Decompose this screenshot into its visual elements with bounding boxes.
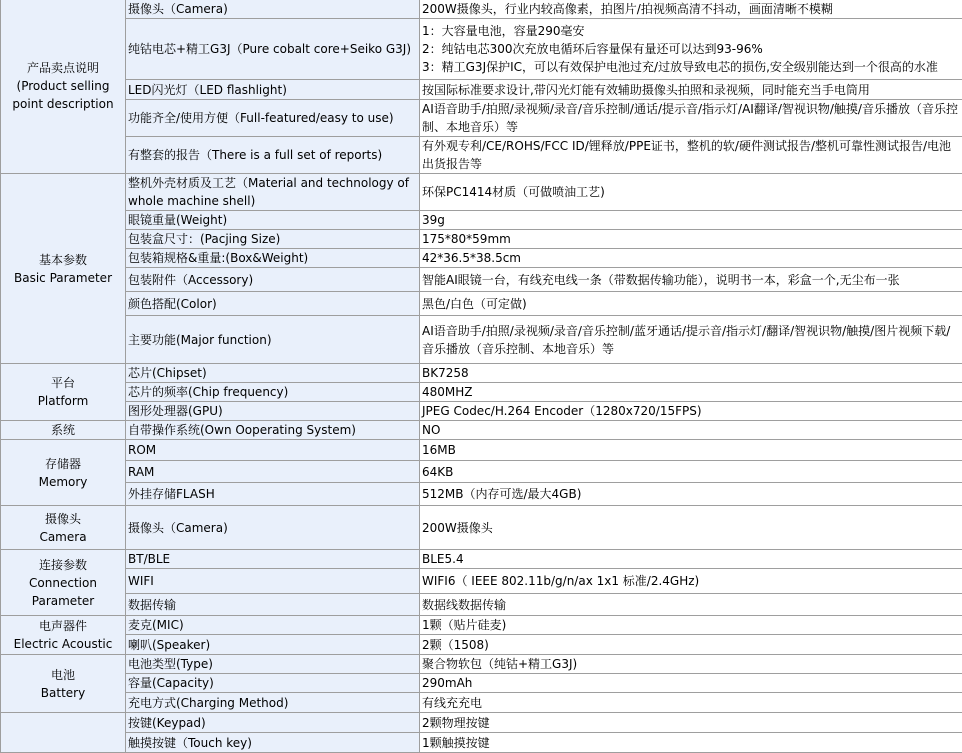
- spec-label: 整机外壳材质及工艺（Material and technology of whole machine shell): [126, 174, 420, 211]
- table-row: [1, 693, 962, 713]
- spec-label: 包装附件（Accessory): [126, 268, 420, 292]
- spec-label: LED闪光灯（LED flashlight): [126, 80, 420, 100]
- table-row: [1, 364, 962, 383]
- table-row: [1, 268, 962, 292]
- category-label: (Product selling: [3, 77, 123, 95]
- spec-label: BT/BLE: [126, 550, 420, 569]
- spec-value-line: WIFI6（ IEEE 802.11b/g/n/ax 1x1 标准/2.4GHz): [422, 572, 960, 590]
- category-cell: [1, 550, 126, 616]
- category-cell: [1, 174, 126, 364]
- spec-label: 触摸按键（Touch key): [126, 733, 420, 753]
- spec-label: WIFI: [126, 569, 420, 594]
- category-label: 摄像头: [3, 510, 123, 528]
- category-label: point description: [3, 95, 123, 113]
- spec-value-line: 480MHZ: [422, 383, 960, 401]
- spec-value: [420, 292, 962, 316]
- spec-value: [420, 137, 962, 174]
- table-row: [1, 174, 962, 211]
- table-row: [1, 594, 962, 616]
- spec-label: 容量(Capacity): [126, 674, 420, 693]
- table-row: [1, 506, 962, 550]
- category-label: 存储器: [3, 455, 123, 473]
- table-row: [1, 550, 962, 569]
- spec-value-line: 数据线数据传输: [422, 596, 960, 614]
- spec-value: [420, 316, 962, 364]
- category-label: 系统: [3, 421, 123, 439]
- table-row: [1, 211, 962, 230]
- table-row: [1, 0, 962, 19]
- table-row: [1, 616, 962, 635]
- spec-value: [420, 635, 962, 655]
- table-row: [1, 461, 962, 483]
- spec-label: 电池类型(Type): [126, 655, 420, 674]
- spec-value: [420, 364, 962, 383]
- spec-value: [420, 268, 962, 292]
- category-cell: [1, 421, 126, 440]
- spec-value-line: 黑色/白色（可定做): [422, 295, 960, 313]
- spec-value-line: 聚合物软包（纯钴+精工G3J): [422, 655, 960, 673]
- spec-value-line: 有线充充电: [422, 694, 960, 712]
- spec-label: 数据传输: [126, 594, 420, 616]
- spec-label: 图形处理器(GPU): [126, 402, 420, 421]
- spec-value: [420, 506, 962, 550]
- category-label: Parameter: [3, 592, 123, 610]
- spec-value-line: 64KB: [422, 463, 960, 481]
- spec-label: RAM: [126, 461, 420, 483]
- table-row: [1, 483, 962, 506]
- spec-label: 芯片(Chipset): [126, 364, 420, 383]
- table-row: [1, 249, 962, 268]
- spec-value-line: 1颗触摸按键: [422, 734, 960, 752]
- category-label: 连接参数: [3, 556, 123, 574]
- spec-label: 芯片的频率(Chip frequency): [126, 383, 420, 402]
- spec-label: 喇叭(Speaker): [126, 635, 420, 655]
- spec-value-line: AI语音助手/拍照/录视频/录音/音乐控制/蓝牙通话/提示音/指示灯/翻译/智视识物/触摸/图片视频下载/音乐播放（音乐控制、本地音乐）等: [422, 322, 960, 358]
- spec-value-line: 2：纯钴电芯300次充放电循环后容量保有量还可以达到93-96%: [422, 40, 960, 58]
- spec-value-line: AI语音助手/拍照/录视频/录音/音乐控制/通话/提示音/指示灯/AI翻译/智视识物/触摸/音乐播放（音乐控制、本地音乐）等: [422, 100, 960, 136]
- spec-value: [420, 594, 962, 616]
- category-cell: [1, 0, 126, 174]
- spec-value-line: 2颗（1508): [422, 636, 960, 654]
- category-label: 产品卖点说明: [3, 59, 123, 77]
- spec-value: [420, 461, 962, 483]
- spec-table-body: [1, 0, 962, 753]
- spec-value: [420, 733, 962, 753]
- spec-value-line: BLE5.4: [422, 550, 960, 568]
- spec-value-line: 环保PC1414材质（可做喷油工艺): [422, 183, 960, 201]
- spec-value: [420, 693, 962, 713]
- category-label: 电池: [3, 666, 123, 684]
- spec-label: 自带操作系统(Own Ooperating System): [126, 421, 420, 440]
- spec-label: 功能齐全/使用方便（Full-featured/easy to use): [126, 100, 420, 137]
- spec-value: [420, 569, 962, 594]
- spec-value: [420, 674, 962, 693]
- table-row: [1, 635, 962, 655]
- spec-value-line: BK7258: [422, 364, 960, 382]
- table-row: [1, 674, 962, 693]
- spec-value: [420, 383, 962, 402]
- spec-label: 包装箱规格&重量:(Box&Weight): [126, 249, 420, 268]
- spec-value-line: 200W摄像头，行业内较高像素，拍图片/拍视频高清不抖动，画面清晰不模糊: [422, 0, 960, 18]
- spec-value-line: NO: [422, 421, 960, 439]
- spec-label: 摄像头（Camera): [126, 0, 420, 19]
- spec-value-line: 智能AI眼镜一台，有线充电线一条（带数据传输功能），说明书一本，彩盒一个,无尘布一张: [422, 271, 960, 289]
- category-label: 电声器件: [3, 617, 123, 635]
- spec-value: [420, 483, 962, 506]
- table-row: [1, 713, 962, 733]
- category-label: Camera: [3, 528, 123, 546]
- spec-value-line: 39g: [422, 211, 960, 229]
- spec-label: 按键(Keypad): [126, 713, 420, 733]
- spec-value-line: 1颗（贴片硅麦): [422, 616, 960, 634]
- spec-value: [420, 655, 962, 674]
- table-row: [1, 100, 962, 137]
- category-cell: [1, 364, 126, 421]
- spec-value-line: 200W摄像头: [422, 519, 960, 537]
- spec-value: [420, 19, 962, 80]
- spec-label: 有整套的报告（There is a full set of reports): [126, 137, 420, 174]
- spec-value: [420, 249, 962, 268]
- table-row: [1, 655, 962, 674]
- spec-value: [420, 713, 962, 733]
- spec-label: 主要功能(Major function): [126, 316, 420, 364]
- spec-value-line: 42*36.5*38.5cm: [422, 249, 960, 267]
- spec-value: [420, 174, 962, 211]
- spec-label: ROM: [126, 440, 420, 461]
- spec-value: [420, 230, 962, 249]
- table-row: [1, 569, 962, 594]
- table-row: [1, 733, 962, 753]
- category-label: 基本参数: [3, 251, 123, 269]
- spec-value: [420, 421, 962, 440]
- table-row: [1, 80, 962, 100]
- spec-label: 颜色搭配(Color): [126, 292, 420, 316]
- table-row: [1, 137, 962, 174]
- spec-value-line: 16MB: [422, 441, 960, 459]
- table-row: [1, 402, 962, 421]
- category-label: Memory: [3, 473, 123, 491]
- spec-value: [420, 616, 962, 635]
- spec-label: 眼镜重量(Weight): [126, 211, 420, 230]
- category-label: Basic Parameter: [3, 269, 123, 287]
- spec-value: [420, 211, 962, 230]
- spec-value-line: 1：大容量电池，容量290毫安: [422, 22, 960, 40]
- category-label: Battery: [3, 684, 123, 702]
- category-label: Connection: [3, 574, 123, 592]
- table-row: [1, 440, 962, 461]
- spec-label: 外挂存储FLASH: [126, 483, 420, 506]
- spec-value-line: 290mAh: [422, 674, 960, 692]
- spec-label: 摄像头（Camera): [126, 506, 420, 550]
- category-cell: [1, 616, 126, 655]
- table-row: [1, 421, 962, 440]
- table-row: [1, 292, 962, 316]
- spec-value-line: 512MB（内存可选/最大4GB): [422, 485, 960, 503]
- table-row: [1, 383, 962, 402]
- category-label: Electric Acoustic: [3, 635, 123, 653]
- spec-value: [420, 0, 962, 19]
- spec-value-line: 2颗物理按键: [422, 714, 960, 732]
- spec-label: 充电方式(Charging Method): [126, 693, 420, 713]
- category-cell: [1, 713, 126, 753]
- spec-value-line: 有外观专利/CE/ROHS/FCC ID/锂释放/PPE证书，整机的软/硬件测试报告/整机可靠性测试报告/电池出货报告等: [422, 137, 960, 173]
- spec-label: 纯钴电芯+精工G3J（Pure cobalt core+Seiko G3J): [126, 19, 420, 80]
- category-cell: [1, 506, 126, 550]
- spec-value: [420, 440, 962, 461]
- spec-value-line: 3：精工G3J保护IC，可以有效保护电池过充/过放导致电芯的损伤,安全级别能达到一个很高的水准: [422, 58, 960, 76]
- category-label: 平台: [3, 374, 123, 392]
- spec-value-line: 175*80*59mm: [422, 230, 960, 248]
- spec-value-line: 按国际标准要求设计,带闪光灯能有效辅助摄像头拍照和录视频，同时能充当手电筒用: [422, 81, 960, 99]
- category-cell: [1, 655, 126, 713]
- spec-value: [420, 80, 962, 100]
- spec-value: [420, 402, 962, 421]
- table-row: [1, 19, 962, 80]
- table-row: [1, 230, 962, 249]
- spec-label: 麦克(MIC): [126, 616, 420, 635]
- category-cell: [1, 440, 126, 506]
- table-row: [1, 316, 962, 364]
- spec-value: [420, 550, 962, 569]
- spec-value: [420, 100, 962, 137]
- spec-label: 包装盒尺寸：(Pacjing Size): [126, 230, 420, 249]
- category-label: Platform: [3, 392, 123, 410]
- spec-value-line: JPEG Codec/H.264 Encoder（1280x720/15FPS): [422, 402, 960, 420]
